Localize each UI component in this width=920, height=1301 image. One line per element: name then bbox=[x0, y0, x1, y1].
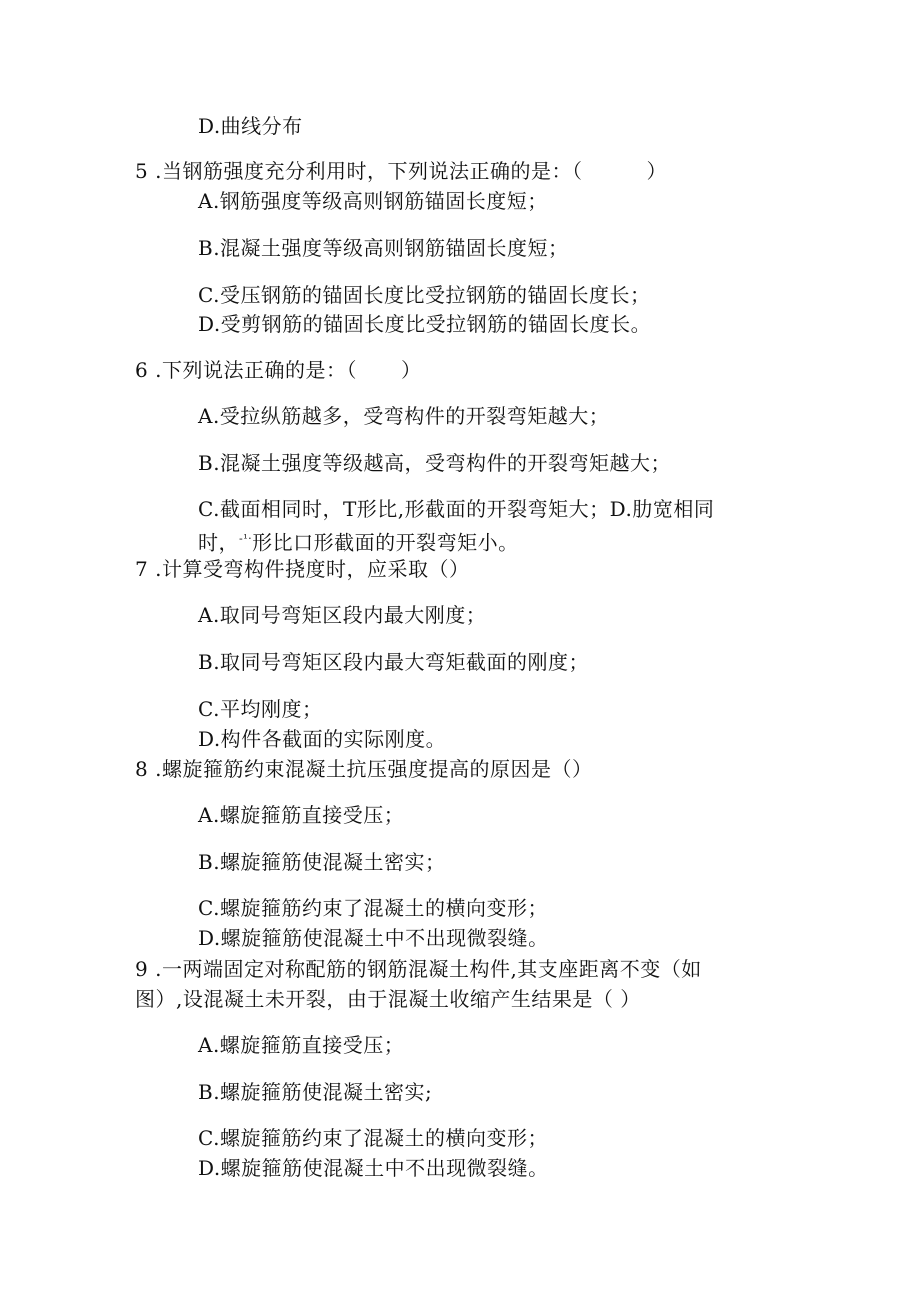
question-9-line-1: 9 .一两端固定对称配筋的钢筋混凝土构件,其支座距离不变（如 bbox=[135, 957, 702, 981]
q8-option-a: A.螺旋箍筋直接受压； bbox=[198, 803, 405, 827]
q5-option-a: A.钢筋强度等级高则钢筋锚固长度短； bbox=[198, 189, 548, 213]
q9-option-c: C.螺旋箍筋约束了混凝土的横向变形； bbox=[198, 1126, 548, 1150]
q5-option-c: C.受压钢筋的锚固长度比受拉钢筋的锚固长度长； bbox=[198, 283, 651, 307]
question-6-text: 6 .下列说法正确的是：（ bbox=[135, 358, 357, 382]
q6-option-d-post: 形比口形截面的开裂弯矩小。 bbox=[252, 530, 519, 555]
q7-option-c: C.平均刚度； bbox=[198, 697, 323, 721]
q6-option-d-cont bbox=[198, 527, 519, 555]
q9-option-d: D.螺旋箍筋使混凝土中不出现微裂缝。 bbox=[198, 1156, 549, 1180]
q7-option-b: B.取同号弯矩区段内最大弯矩截面的刚度； bbox=[198, 650, 590, 674]
q6-option-b: B.混凝土强度等级越高，受弯构件的开裂弯矩越大； bbox=[198, 451, 672, 475]
q9-option-b: B.螺旋箍筋使混凝土密实; bbox=[198, 1080, 433, 1104]
question-9-line-2: 图）,设混凝土未开裂，由于混凝土收缩产生结果是（ ） bbox=[135, 987, 641, 1011]
q6-option-c: C.截面相同时，T形比,形截面的开裂弯矩大；D.肋宽相同 bbox=[198, 497, 715, 521]
q6-option-d-mark: -¹· bbox=[239, 532, 253, 545]
q8-option-c: C.螺旋箍筋约束了混凝土的横向变形； bbox=[198, 896, 548, 920]
q5-option-d: D.受剪钢筋的锚固长度比受拉钢筋的锚固长度长。 bbox=[198, 312, 652, 336]
question-5-close: ） bbox=[646, 159, 667, 183]
question-7: 7 .计算受弯构件挠度时，应采取（） bbox=[135, 557, 470, 581]
q8-option-b: B.螺旋箍筋使混凝土密实； bbox=[198, 850, 446, 874]
q6-option-d-pre: 时， bbox=[198, 530, 239, 555]
q8-option-d: D.螺旋箍筋使混凝土中不出现微裂缝。 bbox=[198, 926, 549, 950]
q4-option-d: D.曲线分布 bbox=[198, 114, 303, 138]
q6-option-a: A.受拉纵筋越多，受弯构件的开裂弯矩越大； bbox=[198, 404, 610, 428]
question-6 bbox=[135, 358, 421, 382]
q7-option-a: A.取同号弯矩区段内最大刚度； bbox=[198, 603, 487, 627]
q9-option-a: A.螺旋箍筋直接受压； bbox=[198, 1033, 405, 1057]
question-5-text: 5 .当钢筋强度充分利用时，下列说法正确的是：（ bbox=[135, 159, 583, 183]
q5-option-b: B.混凝土强度等级高则钢筋锚固长度短； bbox=[198, 236, 569, 260]
question-6-close: ） bbox=[400, 358, 422, 382]
question-8: 8 .螺旋箍筋约束混凝土抗压强度提高的原因是（） bbox=[135, 757, 593, 781]
q7-option-d: D.构件各截面的实际刚度。 bbox=[198, 727, 447, 751]
question-5 bbox=[135, 159, 667, 183]
